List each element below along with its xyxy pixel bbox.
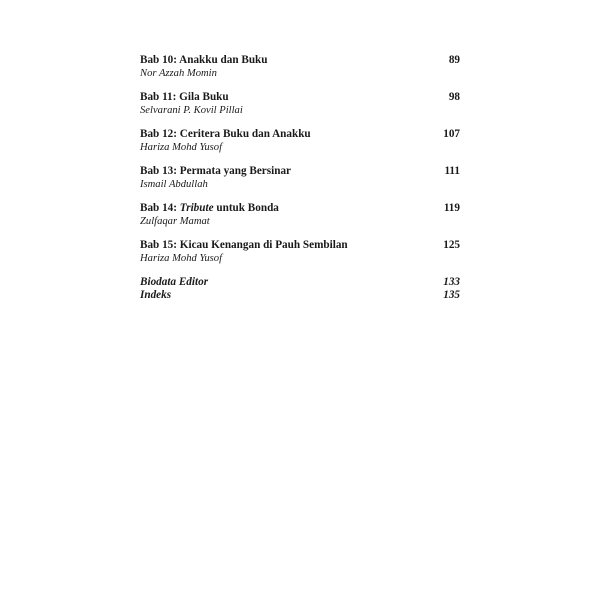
chapter-author: Hariza Mohd Yusof	[140, 142, 223, 153]
back-matter-page-number: 135	[443, 289, 460, 301]
back-matter-list	[140, 276, 462, 302]
back-matter-label: Indeks	[140, 289, 172, 301]
toc-entry-bab-11	[140, 91, 462, 117]
chapter-author: Hariza Mohd Yusof	[140, 253, 223, 264]
toc-entry-bab-15	[140, 239, 462, 265]
back-matter-label: Biodata Editor	[140, 276, 209, 288]
chapter-author: Nor Azzah Momin	[140, 68, 217, 79]
chapter-title: Bab 10: Anakku dan Buku	[140, 54, 268, 66]
toc-entry-bab-12	[140, 128, 462, 154]
back-matter-page-number: 133	[443, 276, 460, 288]
chapter-title	[140, 202, 462, 215]
chapter-page-number: 89	[448, 54, 460, 66]
chapter-author: Selvarani P. Kovil Pillai	[140, 105, 243, 116]
chapter-page-number: 125	[443, 239, 460, 251]
toc-entry-bab-13	[140, 165, 462, 191]
back-matter-biodata-editor	[140, 276, 462, 289]
chapter-page-number: 119	[443, 202, 460, 214]
chapter-title: Bab 12: Ceritera Buku dan Anakku	[140, 128, 311, 140]
toc-entry-bab-14	[140, 202, 462, 228]
back-matter-indeks	[140, 289, 462, 302]
chapter-page-number: 98	[448, 91, 460, 103]
chapter-page-number: 107	[443, 128, 460, 140]
chapter-author: Ismail Abdullah	[140, 179, 208, 190]
chapter-title: Bab 13: Permata yang Bersinar	[140, 165, 292, 177]
chapter-title-suffix: untuk Bonda	[213, 202, 279, 214]
chapter-title-italic-word: Tribute	[179, 202, 214, 214]
chapter-title: Bab 11: Gila Buku	[140, 91, 229, 103]
chapter-title: Bab 15: Kicau Kenangan di Pauh Sembilan	[140, 239, 348, 251]
chapter-title-prefix: Bab 14:	[140, 202, 180, 214]
chapter-page-number: 111	[444, 165, 460, 177]
table-of-contents	[140, 54, 462, 302]
chapter-author: Zulfaqar Mamat	[140, 216, 210, 227]
toc-entry-bab-10	[140, 54, 462, 80]
